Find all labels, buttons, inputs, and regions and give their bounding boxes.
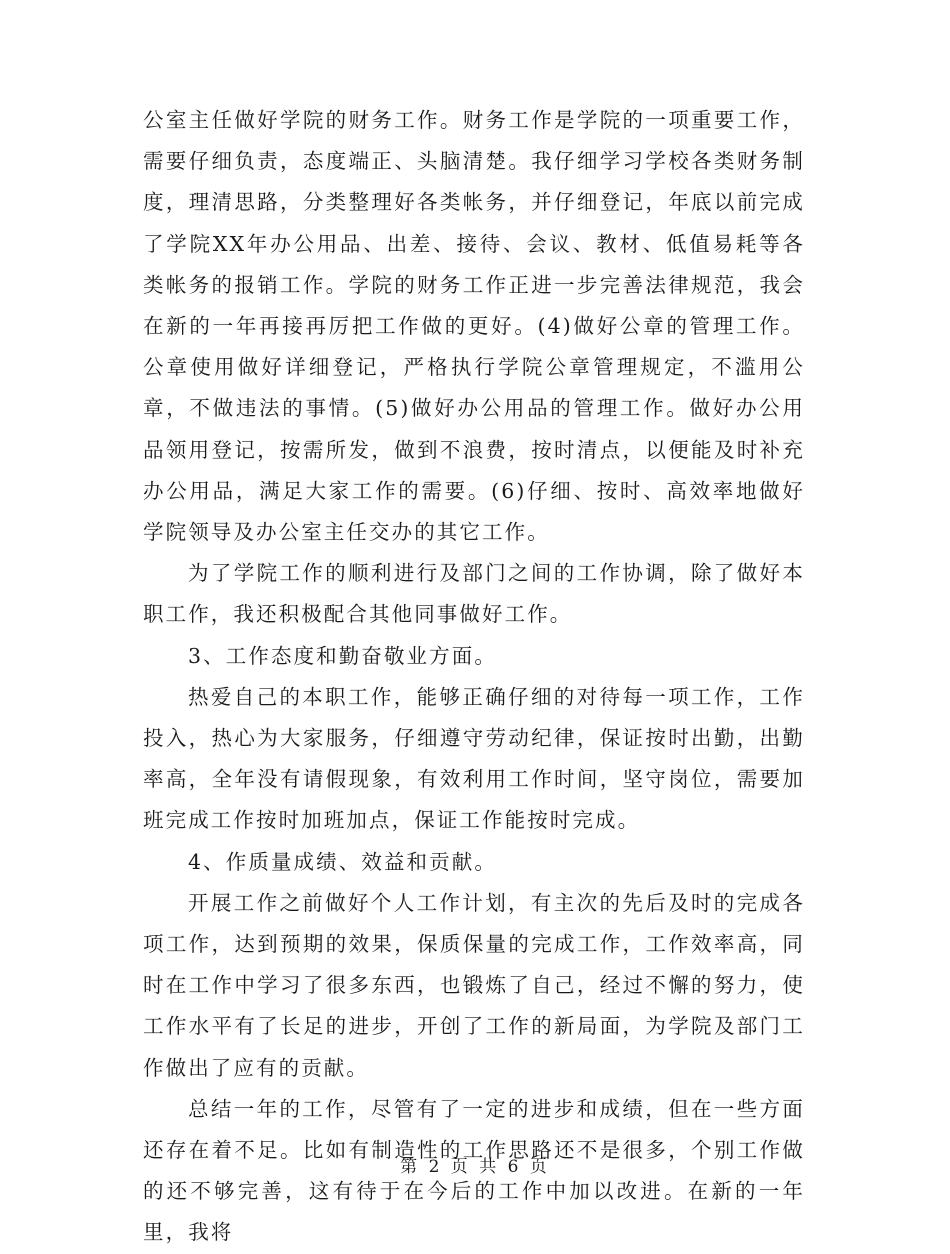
- section-heading-quality: 4、作质量成绩、效益和贡献。: [188, 849, 497, 874]
- paragraph-summary: 总结一年的工作，尽管有了一定的进步和成绩，但在一些方面还存在着不足。比如有制造性的工作思路还不是很多，个别工作做的还不够完善，这有待于在今后的工作中加以改进。在新的一年里，我将: [143, 1096, 805, 1245]
- section-heading-attitude: 3、工作态度和勤奋敬业方面。: [188, 643, 497, 668]
- paragraph-attitude: 热爱自己的本职工作，能够正确仔细的对待每一项工作，工作投入，热心为大家服务，仔细遵守劳动纪律，保证按时出勤，出勤率高，全年没有请假现象，有效利用工作时间，坚守岗位，需要加班完成工作按时加班加点，保证工作能按时完成。: [143, 684, 805, 833]
- paragraph-finance-duties: 公室主任做好学院的财务工作。财务工作是学院的一项重要工作，需要仔细负责，态度端正、头脑清楚。我仔细学习学校各类财务制度，理清思路，分类整理好各类帐务，并仔细登记，年底以前完成了学院XX年办公用品、出差、接待、会议、教材、低值易耗等各类帐务的报销工作。学院的财务工作正进一步完善法律规范，我会在新的一年再接再厉把工作做的更好。(4)做好公章的管理工作。公章使用做好详细登记，严格执行学院公章管理规定，不滥用公章，不做违法的事情。(5)做好办公用品的管理工作。做好办公用品领用登记，按需所发，做到不浪费，按时清点，以便能及时补充办公用品，满足大家工作的需要。(6)仔细、按时、高效率地做好学院领导及办公室主任交办的其它工作。: [143, 108, 805, 545]
- paragraph-cooperation: 为了学院工作的顺利进行及部门之间的工作协调，除了做好本职工作，我还积极配合其他同事做好工作。: [143, 561, 805, 627]
- page-number-footer: 第 2 页 共 6 页: [400, 1157, 550, 1177]
- document-body: [143, 100, 805, 1254]
- paragraph-quality: 开展工作之前做好个人工作计划，有主次的先后及时的完成各项工作，达到预期的效果，保质保量的完成工作，工作效率高，同时在工作中学习了很多东西，也锻炼了自己，经过不懈的努力，使工作水平有了长足的进步，开创了工作的新局面，为学院及部门工作做出了应有的贡献。: [143, 890, 805, 1080]
